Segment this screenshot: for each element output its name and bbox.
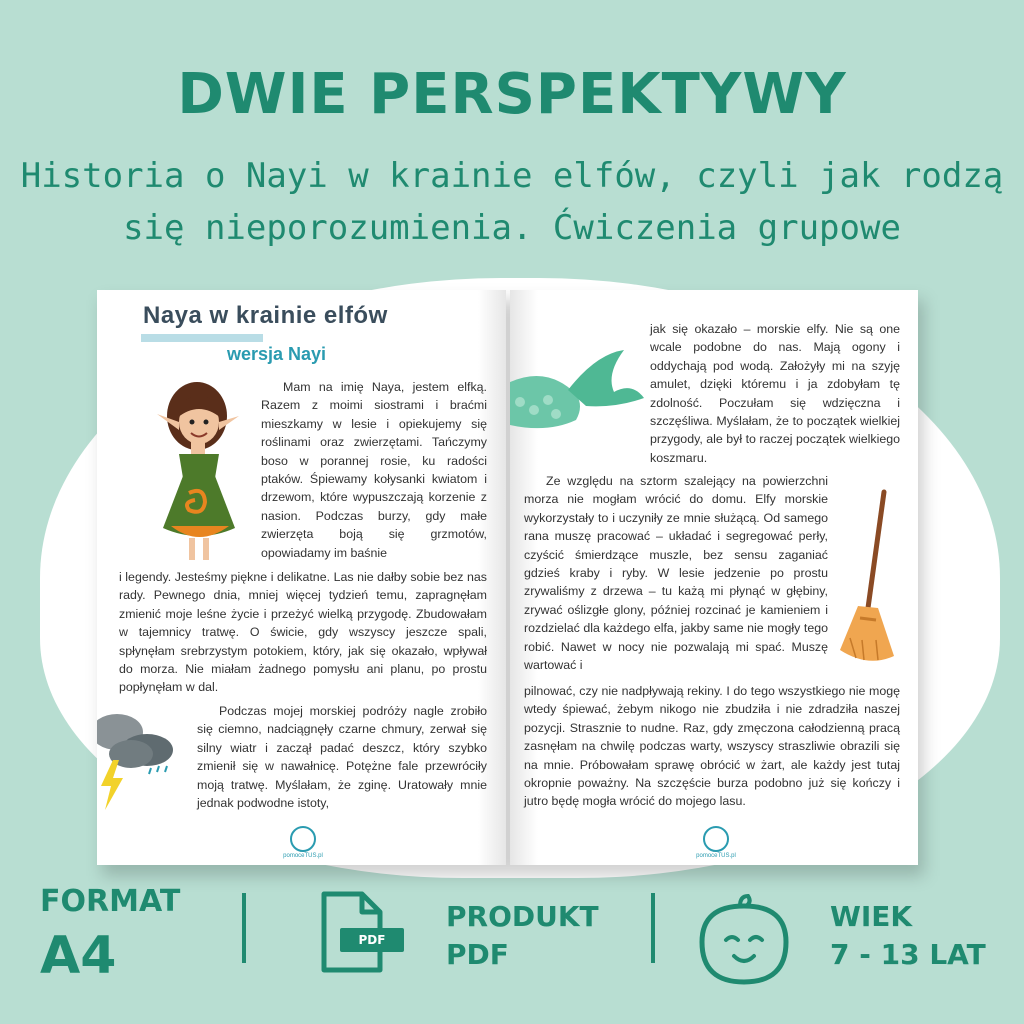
elf-girl-illustration — [149, 378, 249, 568]
broom-illustration — [832, 488, 902, 668]
pdf-file-icon — [318, 890, 408, 974]
logo-text: pomoceTUS.pl — [283, 853, 323, 859]
footer-separator-1 — [242, 893, 246, 963]
page-subtitle — [20, 150, 1004, 254]
product-label: PRODUKT — [446, 900, 599, 933]
story-subtitle: wersja Nayi — [227, 344, 327, 364]
lightning-icon — [99, 760, 125, 810]
pdf-badge-text: PDF — [358, 933, 386, 947]
mermaid-tail-illustration — [510, 324, 646, 434]
logo-text: pomoceTUS.pl — [696, 853, 736, 859]
book-right-page — [510, 290, 918, 865]
right-paragraph-2-continued: pilnować, czy nie nadpływają rekiny. I do tego wszystkiego nie mogę wtedy śpiewać, żebym nikogo nie zbudziła i nie zdradziła naszej pozycji. Strasznie to nudne. Raz, gdy zmęczona całodzienną pracą zasnęłam na chwilę podczas warty, wszyscy straszliwie obrazili się na mnie. Próbowałam sprawę obrócić w żart, ale każdy jest tutaj okropnie poważny. Na szczęście burza podobno już się kończy i jutro będę mogła wrócić do mojego lasu. — [524, 684, 900, 809]
left-paragraph-1-continued: i legendy. Jesteśmy piękne i delikatne. Las nie dałby sobie bez nas rady. Pewnego dnia, mniej więcej tydzień temu, zapragnęłam zmienić moje leśne życie i przeżyć wielką przygodę. Zbudowałam w tajemnicy tratwę. O świcie, gdy wszyscy jeszcze spali, spłynęłam srebrzystym potokiem, który, jak się okazało, wpływał do morza. Nie miałam żadnego pomysłu ani planu, po prostu popłynęłam w dal. — [119, 570, 487, 695]
pomocetus-logo — [273, 826, 333, 859]
subtitle-line-1: Historia o Nayi w krainie elfów, czyli jak rodzą — [20, 156, 1004, 196]
pomocetus-logo-icon — [290, 826, 316, 852]
age-label: WIEK — [830, 900, 913, 933]
book-left-page — [97, 290, 506, 865]
pomocetus-logo-icon — [703, 826, 729, 852]
age-value: 7 - 13 LAT — [830, 938, 986, 971]
left-paragraph-2: Podczas mojej morskiej podróży nagle zrobiło się ciemno, nadciągnęły czarne chmury, zerwał się silny wiatr i zaczął padać deszcz, który szybko zmienił się w nawałnicę. Potężne fale przewróciły moją tratwę. Myślałam, że zginę. Uratowały mnie jednak podwodne istoty, — [197, 704, 487, 811]
story-title-underline — [141, 334, 263, 342]
story-title: Naya w krainie elfów — [143, 302, 388, 329]
format-value: A4 — [40, 926, 117, 986]
footer-separator-2 — [651, 893, 655, 963]
page-title: DWIE PERSPEKTYWY — [177, 62, 847, 127]
subtitle-line-2: się nieporozumienia. Ćwiczenia grupowe — [123, 208, 901, 248]
baby-face-icon — [696, 892, 792, 986]
format-label: FORMAT — [40, 884, 181, 919]
left-paragraph-1-wrapped: Mam na imię Naya, jestem elfką. Razem z moimi siostrami i braćmi mieszkamy w lesie i opiekujemy się roślinami oraz zwierzętami. Tańczymy boso w porannej rosie, ku radości ptaków. Śpiewamy kołysanki kwiatom i drzewom, które wypuszczają korzenie z nasion. Podczas burzy, gdy małe zwierzęta boją się grzmotów, opowiadamy im baśnie — [261, 380, 487, 560]
right-paragraph-1: jak się okazało – morskie elfy. Nie są one wcale podobne do nas. Mają ogony i oddychają pod wodą. Założyły mi na szyję amulet, dzięki któremu i ja zdobyłam tę zdolność. Poczułam się wdzięczna i szczęśliwa. Myślałam, że to początek wielkiej przygody, ale był to raczej początek wielkiego koszmaru. — [650, 322, 900, 465]
pomocetus-logo — [686, 826, 746, 859]
product-value: PDF — [446, 938, 509, 971]
right-paragraph-2-wrapped: Ze względu na sztorm szalejący na powierzchni morza nie mogłam wrócić do domu. Elfy morskie wykorzystały to i uczyniły ze mnie służącą. Od samego rana muszę pracować – układać i segregować perły, czyścić śmierdzące muszle, bez sensu zaganiać gdzieś kraby i ryby. W lesie jedzenie po prostu zrywaliśmy z drzewa – tu każą mi płynąć w głębiny, zrywać oślizgłe glony, później rozcinać je kamieniem i rozdzielać dla każdego elfa, jakby same nie mogły tego robić. Nawet w nocy nie pozwalają mi spać. Muszę wartować i — [524, 474, 828, 673]
